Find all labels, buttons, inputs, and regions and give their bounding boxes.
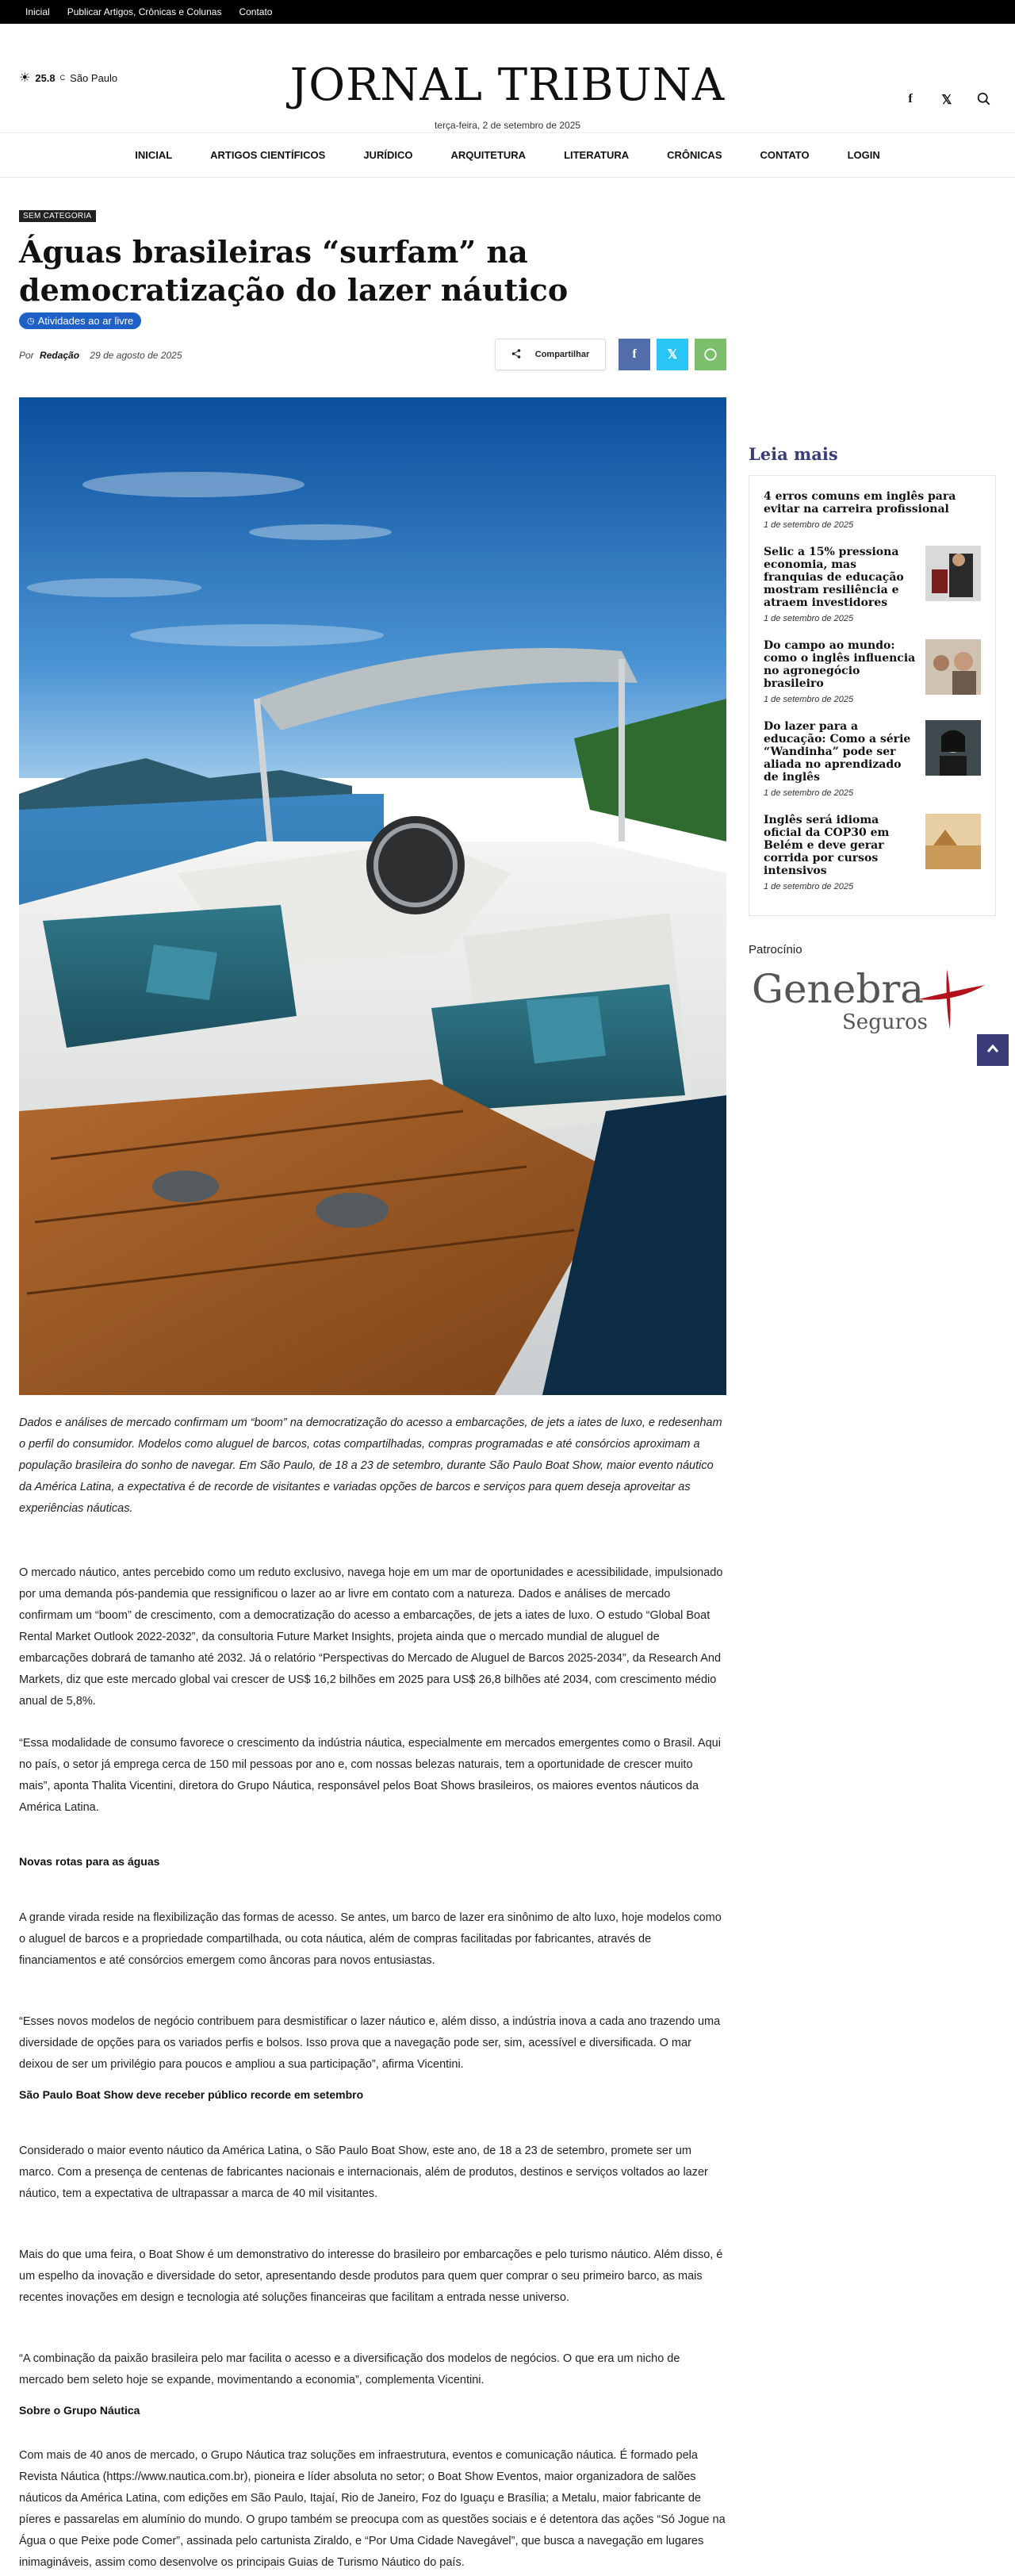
list-item[interactable] xyxy=(764,546,981,623)
read-more-heading: Leia mais xyxy=(749,444,838,464)
paragraph: “Essa modalidade de consumo favorece o crescimento da indústria náutica, especialmente em mercados emergentes como o Brasil. Aqui no país, o setor já emprega cerca de 150 mil pessoas por ano e, com nossas belezas naturais, tem a oportunidade de crescer muito mais”, aponta Thalita Vicentini, diretora do Grupo Náutica, responsável pelos Boat Shows brasileiros, os maiores eventos náuticos da América Latina. xyxy=(19,1737,721,1814)
paragraph: “Esses novos modelos de negócio contribuem para desmistificar o lazer náutico e, além disso, a indústria inova a cada ano trazendo uma diversidade de opções para os variados perfis e bolsos. Isso prova que a navegação pode ser, sim, acessível e diversificada. O mar deixou de ser um privilégio para poucos e ampliou a sua participação”, afirma Vicentini. xyxy=(19,2015,721,2071)
list-item[interactable] xyxy=(764,720,981,798)
article xyxy=(19,208,726,2574)
clock-icon: ◷ xyxy=(27,316,35,326)
nav-contato[interactable]: CONTATO xyxy=(760,149,810,161)
sponsor-logo[interactable] xyxy=(749,966,996,1045)
subheading: São Paulo Boat Show deve receber público recorde em setembro xyxy=(19,2088,364,2101)
share-whatsapp-icon[interactable] xyxy=(695,339,726,370)
item-thumbnail[interactable] xyxy=(925,720,981,776)
scroll-top-button[interactable] xyxy=(977,1034,1009,1066)
share-facebook-icon[interactable]: f xyxy=(619,339,650,370)
list-item[interactable] xyxy=(764,639,981,704)
item-date: 1 de setembro de 2025 xyxy=(764,695,854,704)
nav-cronicas[interactable]: CRÔNICAS xyxy=(667,149,722,161)
item-date: 1 de setembro de 2025 xyxy=(764,520,854,530)
paragraph: O mercado náutico, antes percebido como um reduto exclusivo, navega hoje em um mar de oportunidades e acessibilidade, impulsionado por uma demanda pós-pandemia que ressignificou o lazer ao ar livre em contato com a natureza. Dados e análises de mercado confirmam um “boom” de crescimento, com a democratização do acesso a embarcações, de jets a iates de luxo. O estudo “Global Boat Rental Market Outlook 2022-2032”, da consultoria Future Market Insights, projeta ainda que o mercado mundial de aluguel de embarcações dobrará de tamanho até 2032. Já o relatório “Perspectivas do Mercado de Aluguel de Barcos 2025-2034”, da Research And Markets, diz que este mercado global vai crescer de US$ 16,2 bilhões em 2025 para US$ 26,8 bilhões até 2034, com crescimento médio anual de 5,8%. xyxy=(19,1566,723,1708)
x-icon[interactable]: 𝕏 xyxy=(941,94,952,107)
share-bar xyxy=(495,339,726,370)
article-body xyxy=(19,1562,726,2574)
read-more-list xyxy=(749,475,996,916)
cross-mark-icon xyxy=(915,968,986,1031)
item-date: 1 de setembro de 2025 xyxy=(764,788,854,798)
article-title: Águas brasileiras “surfam” na democratização do lazer náutico xyxy=(19,234,569,308)
facebook-icon[interactable]: f xyxy=(908,92,913,105)
subheading: Sobre o Grupo Náutica xyxy=(19,2404,140,2417)
item-title[interactable]: 4 erros comuns em inglês para evitar na carreira profissional xyxy=(764,490,956,516)
article-date: 29 de agosto de 2025 xyxy=(90,350,182,361)
nav-literatura[interactable]: LITERATURA xyxy=(564,149,630,161)
share-x-icon[interactable]: 𝕏 xyxy=(657,339,688,370)
share-label: Compartilhar xyxy=(534,350,590,359)
sidebar xyxy=(749,444,996,1045)
item-thumbnail[interactable] xyxy=(925,814,981,869)
list-item[interactable] xyxy=(764,490,981,530)
chevron-up-icon xyxy=(986,1043,999,1057)
nav-inicial[interactable]: INICIAL xyxy=(135,149,173,161)
paragraph: “A combinação da paixão brasileira pelo mar facilita o acesso e a diversificação dos modelos de negócios. O que era um nicho de mercado bem seleto hoje se expande, movimentando a economia”, complementa Vicentini. xyxy=(19,2352,680,2386)
paragraph: A grande virada reside na flexibilização das formas de acesso. Se antes, um barco de lazer era sinônimo de alto luxo, hoje modelos como o aluguel de barcos e a propriedade compartilhada, ou cota náutica, além de compras facilitadas por fabricantes, através de financiamentos e até consórcios emergem como âncoras para novos entusiastas. xyxy=(19,1911,722,1967)
topbar-link-inicial[interactable]: Inicial xyxy=(25,6,50,17)
hero-caption: Dados e análises de mercado confirmam um “boom” na democratização do acesso a embarcações, de jets a iates de luxo, e redesenham o perfil do consumidor. Modelos como aluguel de barcos, cotas compartilhadas, compras programadas e até consórcios aproximam a população brasileira do sonho de navegar. Em São Paulo, de 18 a 23 de setembro, durante São Paulo Boat Show, maior evento náutico da América Latina, a expectativa é de recorde de visitantes e variadas opções de barcos e serviços para quem deseja aproveitar as experiências náuticas. xyxy=(19,1416,722,1515)
top-bar xyxy=(0,0,1015,24)
header-social xyxy=(902,92,991,109)
nav-arquitetura[interactable]: ARQUITETURA xyxy=(450,149,527,161)
weather-city: São Paulo xyxy=(70,71,118,84)
category-badge[interactable]: SEM CATEGORIA xyxy=(19,210,96,222)
header-date: terça-feira, 2 de setembro de 2025 xyxy=(434,120,581,131)
nav-juridico[interactable]: JURÍDICO xyxy=(363,149,413,161)
item-title[interactable]: Inglês será idioma oficial da COP30 em Belém e deve gerar corrida por cursos intensivos xyxy=(764,814,890,877)
sponsor-name: Genebra xyxy=(752,966,925,1012)
author-link[interactable]: Redação xyxy=(40,350,80,361)
subheading: Novas rotas para as águas xyxy=(19,1855,160,1868)
share-icon xyxy=(511,349,521,361)
item-thumbnail[interactable] xyxy=(925,639,981,695)
item-date: 1 de setembro de 2025 xyxy=(764,614,854,623)
article-meta xyxy=(19,350,182,361)
site-header xyxy=(0,24,1015,133)
site-logo[interactable]: JORNAL TRIBUNA xyxy=(289,59,726,111)
weather-temp: 25.8 xyxy=(35,71,56,84)
by-label: Por xyxy=(19,350,34,361)
topbar-link-publicar[interactable]: Publicar Artigos, Crônicas e Colunas xyxy=(67,6,222,17)
sponsor-label: Patrocínio xyxy=(749,943,802,956)
topbar-link-contato[interactable]: Contato xyxy=(239,6,273,17)
weather-unit: C xyxy=(59,74,66,82)
paragraph: Considerado o maior evento náutico da América Latina, o São Paulo Boat Show, este ano, de 18 a 23 de setembro, promete ser um marco. Com a presença de centenas de fabricantes nacionais e internacionais, além de produtos, destinos e serviços voltados ao lazer náutico, tem a expectativa de ultrapassar a marca de 40 mil visitantes. xyxy=(19,2145,708,2200)
list-item[interactable] xyxy=(764,814,981,891)
paragraph: Mais do que uma feira, o Boat Show é um demonstrativo do interesse do brasileiro por embarcações e pelo turismo náutico. Além disso, é um espelho da inovação e diversidade do setor, apresentando desde produtos para quem quer comprar o seu primeiro barco, as mais recentes inovações em design e tecnologia até soluções financeiras que facilitam a entrada nesse universo. xyxy=(19,2248,723,2304)
item-thumbnail[interactable] xyxy=(925,546,981,601)
byline xyxy=(19,339,726,374)
item-date: 1 de setembro de 2025 xyxy=(764,882,854,891)
paragraph: Com mais de 40 anos de mercado, o Grupo Náutica traz soluções em infraestrutura, eventos e comunicação náutica. É formado pela Revista Náutica (https://www.nautica.com.br), pioneira e líder absoluta no setor; o Boat Show Eventos, maior organizadora de salões náuticos da América Latina, com edições em São Paulo, Itajaí, Rio de Janeiro, Foz do Iguaçu e Brasília; a Metalu, maior fabricante de píeres e passarelas em alumínio do mundo. O grupo também se preocupa com as questões sociais e é detentora das ações “Só Jogue na Água o que Peixe pode Comer”, assinada pelo cartunista Ziraldo, e “Por Uma Cidade Navegável”, que busca a navegação em lugares inimagináveis, assim como desenvolve os principais Guias de Turismo Náutico do país. xyxy=(19,2449,726,2569)
share-button[interactable] xyxy=(495,339,606,370)
hero-image xyxy=(19,397,726,1395)
item-title[interactable]: Do campo ao mundo: como o inglês influencia no agronegócio brasileiro xyxy=(764,639,916,690)
item-title[interactable]: Do lazer para a educação: Como a série “Wandinha” pode ser aliada no aprendizado de inglês xyxy=(764,720,911,784)
tag-label: Atividades ao ar livre xyxy=(37,315,134,327)
nav-login[interactable]: LOGIN xyxy=(847,149,880,161)
sponsor-sub: Seguros xyxy=(842,1010,929,1034)
tag-chip[interactable] xyxy=(19,312,141,329)
main-nav xyxy=(0,133,1015,178)
sun-icon: ☀ xyxy=(19,71,31,85)
search-icon[interactable] xyxy=(975,92,991,109)
item-title[interactable]: Selic a 15% pressiona economia, mas franquias de educação mostram resiliência e atraem investidores xyxy=(764,546,904,609)
nav-artigos[interactable]: ARTIGOS CIENTÍFICOS xyxy=(210,149,326,161)
